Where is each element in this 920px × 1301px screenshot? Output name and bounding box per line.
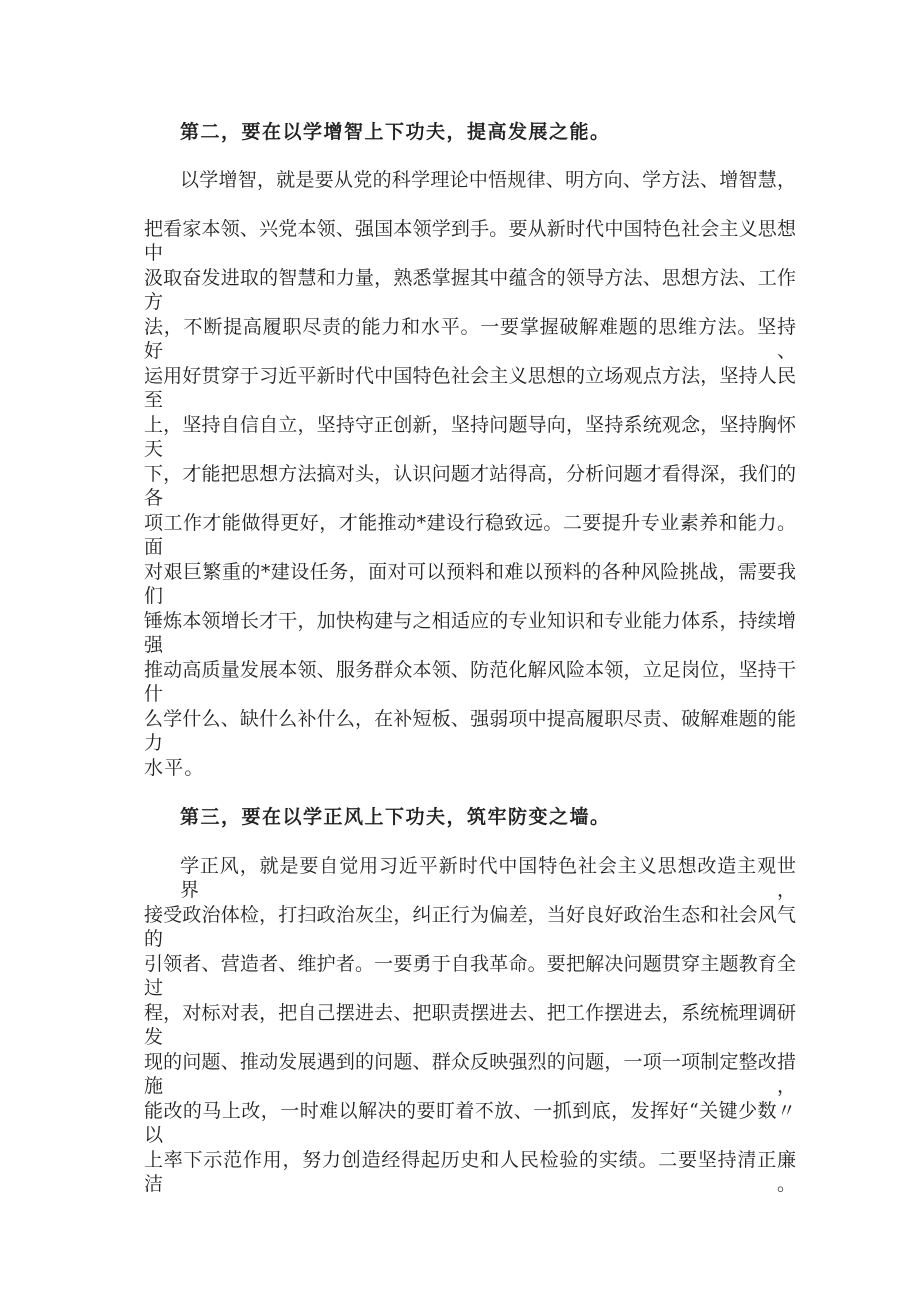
paragraph-line: 引领者、营造者、维护者。一要勇于自我革命。要把解决问题贯穿主题教育全过	[144, 953, 796, 999]
paragraph-line: 现的问题、推动发展遇到的问题、群众反映强烈的问题，一项一项制定整改措施，	[144, 1051, 796, 1097]
paragraph-line: 项工作才能做得更好，才能推动*建设行稳致远。二要提升专业素养和能力。面	[144, 512, 796, 558]
paragraph-line: 接受政治体检，打扫政治灰尘，纠正行为偏差，当好良好政治生态和社会风气的	[144, 904, 796, 950]
section-2-heading: 第二，要在以学增智上下功夫，提高发展之能。	[180, 121, 611, 143]
paragraph-line: 以学增智，就是要从党的科学理论中悟规律、明方向、学方法、增智慧，	[180, 169, 796, 191]
paragraph-line: 锤炼本领增长才干，加快构建与之相适应的专业知识和专业能力体系，持续增强	[144, 610, 796, 656]
paragraph-line: 程，对标对表，把自己摆进去、把职责摆进去、把工作摆进去，系统梳理调研发	[144, 1002, 796, 1048]
paragraph-line: 能改的马上改，一时难以解决的要盯着不放、一抓到底，发挥好“关键少数〃以	[144, 1100, 796, 1146]
paragraph-line: 学正风，就是要自觉用习近平新时代中国特色社会主义思想改造主观世界，	[180, 855, 796, 901]
paragraph-line: 法，不断提高履职尽责的能力和水平。一要掌握破解难题的思维方法。坚持好、	[144, 316, 796, 362]
paragraph-line: 上率下示范作用，努力创造经得起历史和人民检验的实绩。二要坚持清正廉洁。	[144, 1149, 796, 1195]
paragraph-line: 上，坚持自信自立，坚持守正创新，坚持问题导向，坚持系统观念，坚持胸怀天	[144, 414, 796, 460]
section-3-heading: 第三，要在以学正风上下功夫，筑牢防变之墙。	[180, 806, 611, 828]
paragraph-line: 运用好贯穿于习近平新时代中国特色社会主义思想的立场观点方法，坚持人民至	[144, 365, 796, 411]
paragraph-line: 么学什么、缺什么补什么，在补短板、强弱项中提高履职尽责、破解难题的能力	[144, 708, 796, 754]
paragraph-line: 汲取奋发进取的智慧和力量，熟悉掌握其中蕴含的领导方法、思想方法、工作方	[144, 267, 796, 313]
paragraph-line: 水平。	[144, 757, 205, 779]
paragraph-line: 推动高质量发展本领、服务群众本领、防范化解风险本领，立足岗位，坚持干什	[144, 659, 796, 705]
paragraph-line: 对艰巨繁重的*建设任务，面对可以预料和难以预料的各种风险挑战，需要我们	[144, 561, 796, 607]
paragraph-line: 把看家本领、兴党本领、强国本领学到手。要从新时代中国特色社会主义思想中	[144, 218, 796, 264]
paragraph-line: 下，才能把思想方法搞对头，认识问题才站得高，分析问题才看得深，我们的各	[144, 463, 796, 509]
